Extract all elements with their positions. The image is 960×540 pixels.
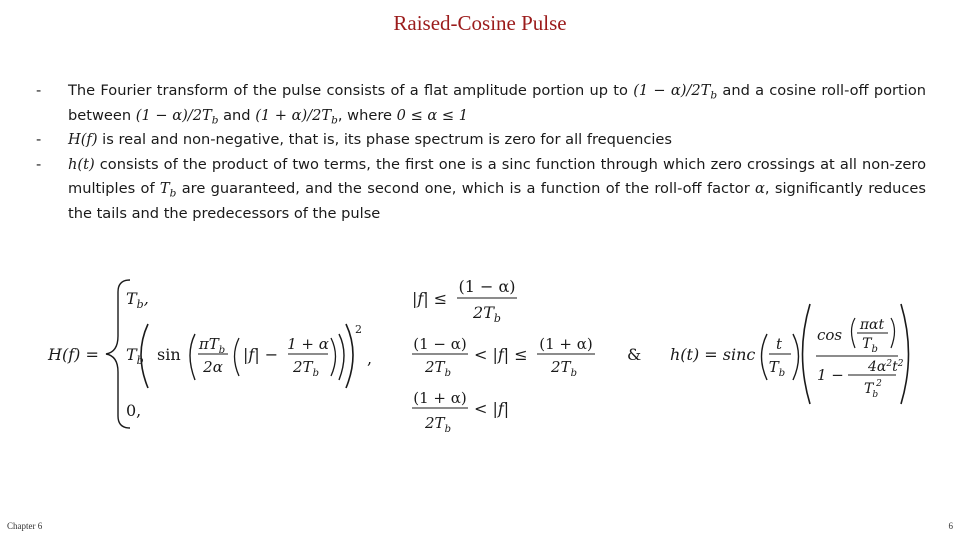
case2-exponent: 2 (355, 323, 362, 336)
text-run: , where (337, 106, 397, 124)
math-subscript: b (169, 187, 177, 200)
ht-tb: $T_b$ (768, 358, 786, 379)
case1-cond-left: |f| ≤ (412, 289, 448, 308)
inner-paren-close (331, 338, 336, 376)
case3-cond-right: < |f| (474, 399, 510, 418)
case1-cond-num: (1 − α) (458, 277, 516, 296)
hf-lhs: H(f) = (48, 345, 99, 364)
case2-frac-den: $2T_b$ (293, 358, 319, 379)
inline-math: (1 + α)/2T (255, 106, 332, 124)
h-cos: cos (817, 326, 843, 344)
case2-comma: , (367, 349, 373, 368)
case2-tb: $T_b$ (126, 345, 144, 367)
math-subscript: b (211, 114, 219, 127)
bullet-text (68, 156, 926, 222)
ampersand: & (627, 345, 642, 364)
cos-paren-close (891, 318, 895, 348)
formula-svg (40, 268, 920, 440)
sin-paren-close (339, 334, 344, 380)
sinc-paren-close (793, 334, 799, 380)
case2-cond-right-den: $2T_b$ (551, 358, 577, 379)
text-run: and a cosine roll-off portion between (68, 82, 927, 124)
math-subscript: b (331, 114, 338, 127)
bullet-dash: - (36, 82, 42, 99)
inline-math: 0 ≤ α ≤ 1 (396, 106, 469, 124)
footer-page-number: 6 (948, 521, 953, 531)
case3-cond-num: (1 + α) (413, 389, 467, 407)
bullet-dash: - (36, 155, 42, 173)
sinc-paren-open (762, 334, 768, 380)
bullet-fourier-transform (36, 79, 926, 128)
case2-sin: sin (157, 345, 181, 364)
inline-math: h(t) (68, 155, 95, 173)
text-run: and (218, 106, 256, 124)
slide-title: Raised-Cosine Pulse (393, 11, 567, 35)
case1-expr: $T_b$, (126, 289, 149, 311)
case2-absf: |f| − (243, 345, 279, 364)
bullet-list (36, 79, 926, 226)
inline-math: (1 − α)/2T (135, 106, 212, 124)
case2-pi-num: $\pi T_b$ (198, 335, 226, 356)
case2-cond-left-num: (1 − α) (413, 335, 467, 353)
inline-math: T (159, 180, 170, 197)
outer-paren-close (346, 324, 353, 388)
case2-frac-num: 1 + α (287, 335, 329, 353)
case2-pi-den: 2α (203, 358, 223, 376)
case3-expr: 0, (126, 401, 142, 420)
case2-cond-mid: < |f| ≤ (474, 345, 528, 364)
text-run: consists of the product of two terms, the first one is a sinc function through which zero crossings at all non-zero multiples of (68, 155, 926, 197)
bullet-text (68, 131, 672, 148)
text-run: are guaranteed, and the second one, which is a function of the roll-off factor (176, 180, 756, 197)
h-cos-den: $T_b$ (862, 336, 878, 355)
ht-t: t (775, 335, 783, 353)
bullet-dash: - (36, 131, 42, 148)
text-run: , significantly reduces the tails and the predecessors of the pulse (68, 180, 926, 222)
h-big-paren-close (901, 304, 909, 404)
inline-math: (1 − α)/2T (633, 82, 711, 99)
h-one-minus: 1 − (817, 366, 844, 384)
inline-math: α (755, 180, 765, 197)
bullet-impulse-response (36, 153, 926, 227)
h-inner-num: $4\alpha^2t^2$ (868, 359, 904, 375)
case3-cond-den: $2T_b$ (425, 414, 451, 435)
bullet-real-nonnegative (36, 128, 926, 153)
inline-math: H(f) (68, 131, 98, 148)
cos-paren-open (852, 318, 856, 348)
h-cos-num: παt (859, 317, 885, 333)
sin-paren-open (190, 334, 195, 380)
case2-cond-left-den: $2T_b$ (425, 358, 451, 379)
h-big-paren-open (803, 304, 811, 404)
h-inner-den: Tb2 (864, 379, 882, 400)
ht-lhs: h(t) = sinc (670, 345, 756, 364)
formula-block (40, 268, 920, 440)
case1-cond-den: $2T_b$ (473, 303, 501, 325)
text-run: is real and non-negative, that is, its phase spectrum is zero for all frequencies (97, 131, 673, 148)
text-run: The Fourier transform of the pulse consists of a flat amplitude portion up to (68, 82, 634, 99)
bullet-text (68, 82, 927, 127)
footer-chapter: Chapter 6 (7, 521, 43, 531)
math-subscript: b (710, 89, 718, 102)
case2-cond-right-num: (1 + α) (539, 335, 593, 353)
inner-paren-open (235, 338, 240, 376)
